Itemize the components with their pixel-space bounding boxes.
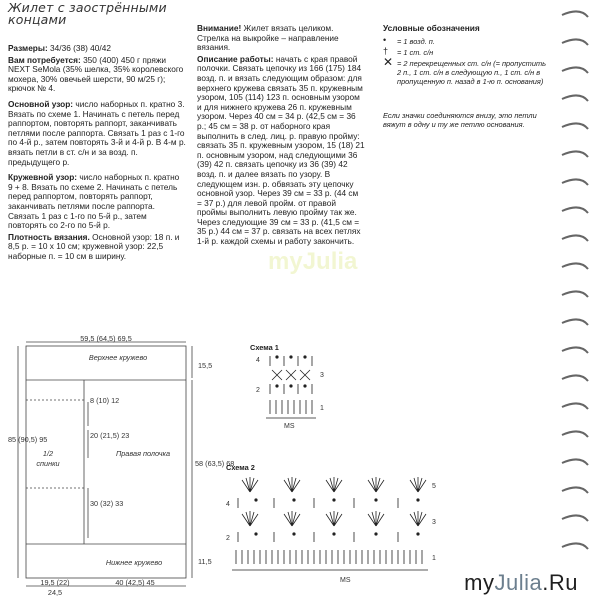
total-height-dim: 85 (90,5) 95 [8, 435, 48, 444]
scheme-1-chart [250, 342, 360, 438]
scheme-2-row-2 [238, 532, 419, 542]
scheme-2-row-num: 4 [226, 501, 230, 508]
scheme-2-row-num: 3 [432, 519, 436, 526]
scheme-2-row-num: 1 [432, 555, 436, 562]
materials-value: 350 (400) 450 г пряжи NEXT SeMola (35% шелка, 35% королевского мохера, 30% овечьей шерсти, 90 м/25 г); крючок № 4. [8, 54, 184, 94]
half-back-fraction: 1/2 [42, 449, 54, 458]
chain-stitch-icon: • [383, 34, 387, 45]
sizes-value: 34/36 (38) 40/42 [47, 43, 111, 53]
main-pattern-text: число наборных п. кратно 3. Вязать по схеме 1. Начинать с петель перед раппортом, повторять раппорт, заканчивать петлями после раппорта. Связать 1 раз с 1-го по 4-й р., затем повторять 3-й и 4-й р. В 4-м р. вязать петли в ст. с/н и за возд. п. предыдущего р. [8, 98, 186, 167]
scheme-1-row-2 [270, 384, 312, 394]
logo-suffix: .Ru [542, 570, 578, 595]
scheme-1-row-1 [270, 400, 312, 414]
legend-list [383, 34, 553, 107]
bottom-left-dim: 19,5 (22) [40, 578, 70, 587]
scheme-2-row-num: 5 [432, 483, 436, 490]
density-text: Основной узор: 18 п. и 8,5 р. = 10 х 10 см; кружевной узор: 22,5 наборные п. = 10 см в ширину. [8, 231, 180, 261]
legend [383, 24, 553, 129]
attention-label: Внимание! [197, 23, 242, 33]
scheme-1-row-num: 2 [256, 387, 260, 394]
legend-item-text: = 2 перекрещенных ст. с/н (= пропустить 2 п., 1 ст. с/н в следующую п., 1 ст. с/н в пропущенную п. назад в 1-ю п. основания) [397, 58, 546, 86]
legend-item-text: = 1 ст. с/н [397, 47, 434, 57]
legend-item-crossed [383, 54, 553, 107]
page-title: Жилет с заострёнными концами [8, 0, 167, 27]
scheme-1-row-4 [270, 356, 312, 366]
upper-lace-label: Верхнее кружево [88, 353, 148, 362]
armhole-dim: 8 (10) 12 [90, 396, 120, 405]
scheme-2-title: Схема 2 [226, 463, 255, 472]
scheme-1-row-num: 4 [256, 357, 260, 364]
scheme-2-row-num: 2 [226, 535, 230, 542]
scheme-1-row-3 [272, 370, 310, 380]
legend-note: Если значки соединяются внизу, это петли вяжут в одну и ту же петлю основания. [383, 110, 537, 129]
density-paragraph [8, 233, 186, 262]
half-back-label: спинки [36, 459, 60, 468]
attention-paragraph [197, 24, 365, 53]
scheme-2-stitches [232, 477, 428, 570]
scheme-2-ms-label: MS [340, 577, 351, 584]
scheme-1-row-num: 1 [320, 405, 324, 412]
lower-lace-label: Нижнее кружево [105, 558, 163, 567]
top-width-dim: 59,5 (64,5) 69,5 [80, 334, 132, 343]
lower-dim: 30 (32) 33 [90, 499, 124, 508]
lower-lace-dim: 11,5 [198, 557, 212, 566]
legend-item-chain [383, 34, 553, 48]
scheme-2-row-4 [238, 498, 419, 508]
sizes-label: Размеры: [8, 43, 48, 53]
density-label: Плотность вязания. [8, 231, 90, 242]
middle-column [197, 24, 365, 249]
scheme-1-title: Схема 1 [250, 343, 279, 352]
scheme-2-row-5 [242, 477, 426, 492]
right-front-label: Правая полочка [115, 449, 171, 458]
materials-label: Вам потребуется: [8, 54, 81, 65]
scheme-2-chart [222, 460, 452, 590]
scheme-1-row-num: 3 [320, 372, 324, 379]
attention-text: Жилет вязать целиком. Стрелка на выкройке – направление вязания. [197, 23, 339, 53]
scheme-2-row-1 [236, 550, 422, 564]
site-logo [464, 570, 578, 596]
work-paragraph [197, 55, 365, 247]
crossed-stitch-icon: ✕ [383, 54, 394, 69]
middle-dim: 20 (21,5) 23 [90, 431, 130, 440]
bottom-left-dim-2: 24,5 [47, 588, 63, 597]
upper-lace-dim: 15,5 [198, 361, 213, 370]
materials-paragraph [8, 56, 186, 94]
lace-pattern-paragraph [8, 173, 186, 231]
logo-accent: Julia [494, 570, 543, 595]
spiral-binding [560, 0, 590, 600]
watermark: myJulia [268, 248, 358, 275]
lace-pattern-label: Кружевной узор: [8, 172, 78, 183]
work-text: начать с края правой полочки. Связать цепочку из 166 (175) 184 возд. п. и вязать следующим образом: для верхнего кружева связать 35 п. кружевным узором, 105 (114) 123 п. основным узором и для нижнего кружева 26 п. кружевным узором. Через 40 см = 34 р. (42,5 см = 36 р.; 45 см = 38 р. от наборного края выполнить в след. лиц. р. правую пройму: связать 35 п. кружевным узором, 15 (18) 21 п. основным узором, над следующими 36 (39) 42 п. связать цепочку из 36 (39) 42 возд. п. и далее вязать по узору. В следующем изн. р. обвязать эту цепочку основной узор. Через 39 см = 33 р. (44 см = 37 р.) для левой пройм. от правой проймы выполнить левую пройму так же. Через следующие 39 см = 33 р. (41,5 см = 35 р.) 44 см = 37 р. связать на всех петлях 1-й р. каждой схемы и работу закончить. [197, 53, 365, 247]
main-pattern-label: Основной узор: [8, 98, 74, 109]
legend-item-dc [383, 45, 553, 59]
legend-item-text: = 1 возд. п. [397, 36, 435, 46]
double-crochet-icon: † [383, 45, 389, 56]
work-label: Описание работы: [197, 53, 274, 64]
right-height-dim: 58 (63,5) 68 [195, 459, 235, 468]
main-pattern-paragraph [8, 100, 186, 167]
garment-schematic [8, 334, 235, 600]
scheme-1-ms-label: MS [284, 423, 295, 430]
bottom-right-dim: 40 (42,5) 45 [115, 578, 155, 587]
legend-title: Условные обозначения [383, 23, 480, 33]
left-column [8, 44, 186, 263]
scheme-2-row-3 [242, 511, 426, 526]
logo-prefix: my [464, 570, 495, 595]
scheme-1-stitches [266, 356, 316, 418]
sizes-paragraph [8, 44, 186, 54]
lace-pattern-text: число наборных п. кратно 9 + 8. Вязать по схеме 2. Начинать с петель перед раппортом, повторять раппорт, заканчивать петлями после раппорта. Связать 1 раз с 1-го по 5-й р., затем повторять со 2-го по 5-й р. [8, 172, 180, 231]
